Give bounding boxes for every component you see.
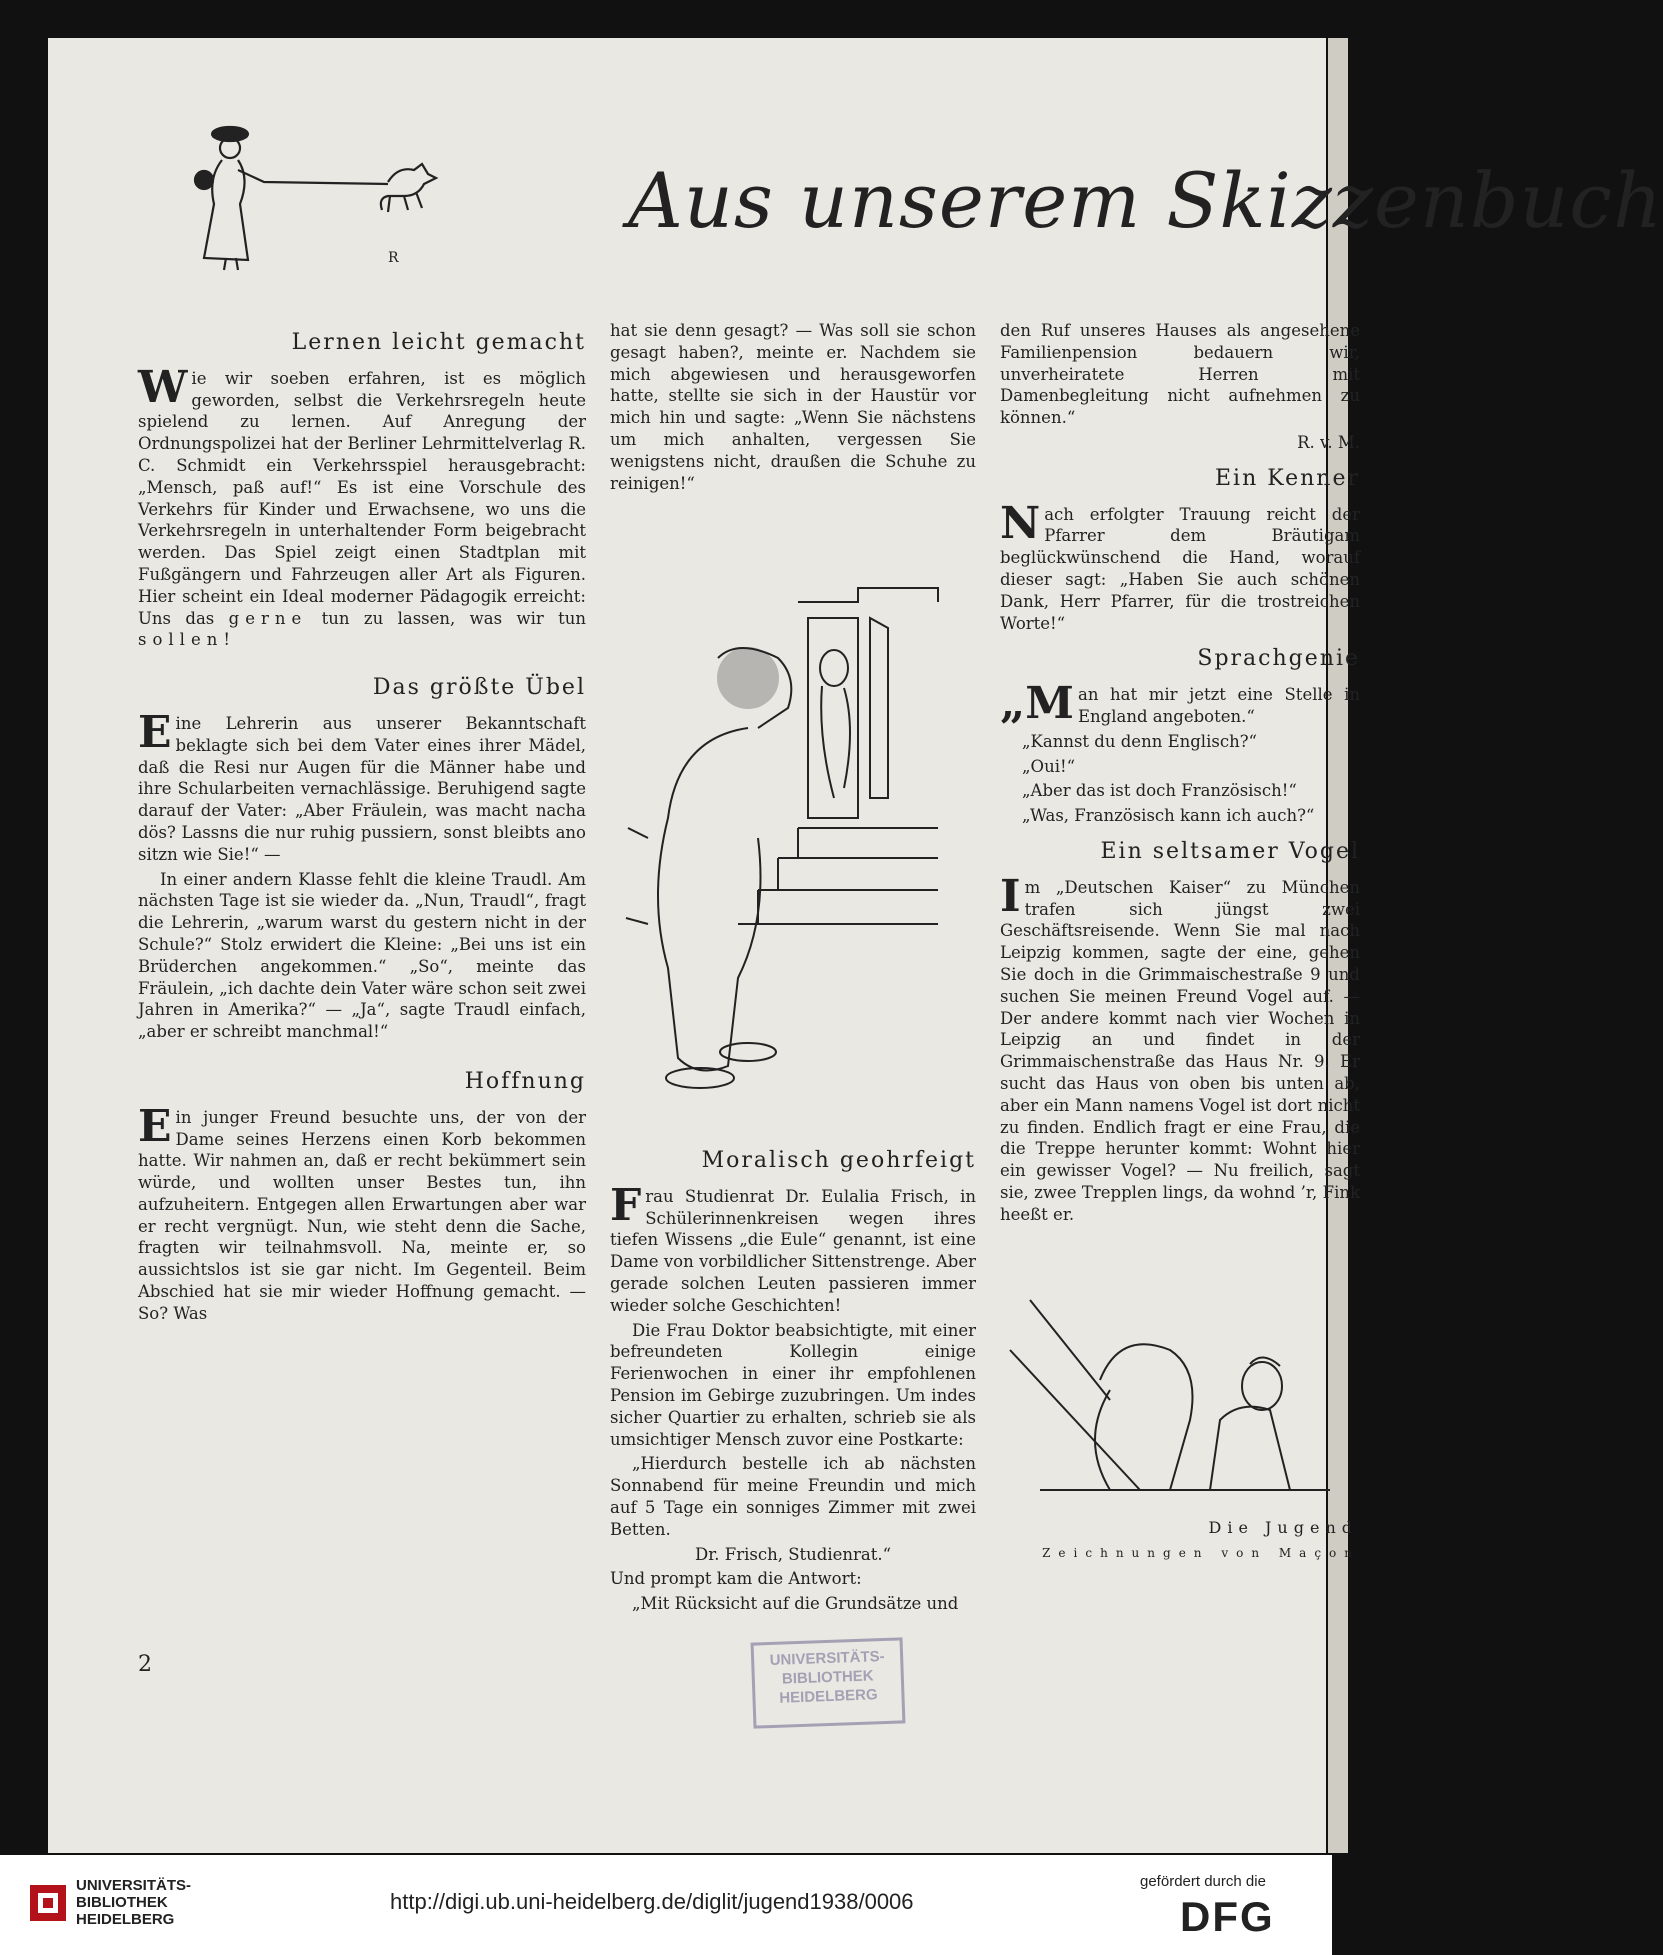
- section-title-moralisch: Moralisch geohrfeigt: [701, 1148, 976, 1173]
- section-body-kenner: Nach erfolgter Trauung reicht der Pfarrer dem Bräutigam beglückwünschend die Hand, worauf dieser sagt: „Haben Sie auch schönen Dank, Herr Pfarrer, für die trostreichen Worte!“: [1000, 497, 1360, 633]
- section-body-moralisch-4: Und prompt kam die Antwort:: [610, 1569, 862, 1589]
- section-body-moralisch-2: Die Frau Doktor beabsichtigte, mit einer befreundeten Kollegin einige Ferienwochen in einer ihr empfohlenen Pension im Gebirge zuzubringen. Um indes sicher Quartier zu erhalten, schrieb sie als umsichtiger Mensch zuvor eine Postkarte:: [610, 1320, 976, 1449]
- section-body-moralisch-cont: den Ruf unseres Hauses als angesehene Familienpension bedauern wir, unverheiratete Herren mit Damenbegleitung nicht aufnehmen zu können.“: [1000, 321, 1360, 428]
- section-body-lernen-cont: hat sie denn gesagt? — Was soll sie schon gesagt haben?, meinte er. Nachdem sie mich abgewiesen und herausgeworfen hatte, stellte sie sich in der Haustür vor mich hin und sagte: „Wenn Sie nächstens um mich anhalten, vergessen Sie wenigstens nicht, draußen die Schuhe zu reinigen!“: [610, 321, 976, 493]
- staircase-illustration: [1000, 1290, 1360, 1505]
- illustration-mark: R: [388, 250, 399, 266]
- library-stamp: UNIVERSITÄTS- BIBLIOTHEK HEIDELBERG: [751, 1637, 906, 1728]
- journal-credit: Die Jugend: [1208, 1518, 1358, 1537]
- dialogue-line: „Aber das ist doch Französisch!“: [1022, 781, 1297, 801]
- section-body-sprachgenie-1: „Man hat mir jetzt eine Stelle in England angeboten.“: [1000, 678, 1360, 730]
- section-title-hoffnung: Hoffnung: [464, 1068, 586, 1094]
- library-logo-icon: [28, 1883, 68, 1923]
- footer-bar: [0, 1855, 1332, 1955]
- dialogue-line: „Oui!“: [1022, 756, 1076, 776]
- page-title: Aus unserem Skizzenbuch: [628, 156, 1663, 245]
- letter-signature: Dr. Frisch, Studienrat.“: [694, 1544, 892, 1564]
- column-right: [1000, 320, 1360, 1228]
- section-body-moralisch-1: Frau Studienrat Dr. Eulalia Frisch, in Schülerinnenkreisen wegen ihres tiefen Wissens „die Eule“ genannt, ist eine Dame von vorbildlicher Sittenstrenge. Aber gerade solchen Leuten passieren immer wieder solche Geschichten!: [610, 1179, 976, 1315]
- column-middle: [610, 320, 976, 497]
- drop-cap: F: [610, 1179, 642, 1231]
- drop-cap: N: [1000, 497, 1041, 549]
- drop-cap: W: [138, 361, 188, 413]
- author-signature: R. v. M.: [1297, 432, 1360, 452]
- permalink[interactable]: http://digi.ub.uni-heidelberg.de/diglit/jugend1938/0006: [390, 1889, 914, 1914]
- emphasis-gerne: gerne: [228, 608, 308, 628]
- woman-with-dog-illustration: [178, 108, 538, 278]
- emphasis-sollen: sollen!: [138, 630, 236, 650]
- library-name: UNIVERSITÄTS- BIBLIOTHEK HEIDELBERG: [76, 1877, 192, 1928]
- funding-note: gefördert durch die: [1140, 1873, 1266, 1890]
- section-body-uebel-2: In einer andern Klasse fehlt die kleine Traudl. Am nächsten Tage ist sie wieder da. „Nun, Traudl“, fragt die Lehrerin, „warum warst du gestern nicht in der Schule?“ Stolz erwidert die Kleine: „Bei uns ist ein Brüderchen angekommen.“ „So“, meinte das Fräulein, „ich dachte dein Vater wäre schon seit zwei Jahren in Amerika?“ — „Ja“, sagte Traudl einfach, „aber er schreibt manchmal!“: [138, 869, 586, 1042]
- drawings-credit: Zeichnungen von Maçon: [1042, 1546, 1360, 1560]
- section-title-sprachgenie: Sprachgenie: [1197, 646, 1360, 672]
- dialogue-line: „Was, Französisch kann ich auch?“: [1022, 806, 1315, 826]
- magazine-page: [48, 38, 1663, 1853]
- dfg-logo: DFG: [1180, 1893, 1275, 1940]
- section-body-lernen: Wie wir soeben erfahren, ist es möglich geworden, selbst die Verkehrsregeln heute spielend zu lernen. Auf Anregung der Ordnungspolizei hat der Berliner Lehrmittelverlag R. C. Schmidt ein Verkehrsspiel herausgebracht: „Mensch, paß auf!“ Es ist eine Vorschule des Verkehrs für Kinder und Erwachsene, wo uns die Verkehrsregeln in unterhaltender Form beigebracht werden. Das Spiel zeigt einen Stadtplan mit Fußgängern und Fahrzeugen aller Art als Figuren. Hier scheint ein Ideal moderner Pädagogik erreicht: Uns das gerne tun zu lassen, was wir tun sollen!: [138, 361, 587, 650]
- section-title-kenner: Ein Kenner: [1215, 465, 1360, 491]
- man-at-door-illustration: [608, 538, 988, 1108]
- section-title-vogel: Ein seltsamer Vogel: [1100, 838, 1360, 864]
- section-body-moralisch-3: „Hierdurch bestelle ich ab nächsten Sonnabend für meine Freundin und mich auf 5 Tage ein sonniges Zimmer mit zwei Betten.: [610, 1454, 976, 1539]
- section-body-uebel-1: Eine Lehrerin aus unserer Bekanntschaft beklagte sich bei dem Vater eines ihrer Mädel, daß die Resi nur Augen für die Männer habe und ihre Schularbeiten vernachlässige. Beruhigend sagte darauf der Vater: „Aber Fräulein, was macht nacha dös? Lassns die nur ruhig pussiern, sonst bleibts ano sitzn wie Sie!“ —: [138, 706, 586, 864]
- section-body-vogel: Im „Deutschen Kaiser“ zu München trafen sich jüngst zwei Geschäftsreisende. Wenn Sie mal nach Leipzig kommen, sagte der eine, gehen Sie doch in die Grimmaischestraße 9 und suchen Sie meinen Freund Vogel auf. — Der andere kommt nach vier Wochen in Leipzig an und findet in der Grimmaischenstraße das Haus Nr. 9. Er sucht das Haus von oben bis unten ab, aber ein Mann namens Vogel ist dort nicht zu finden. Endlich fragt er eine Frau, die die Treppe herunter kommt: Wohnt hier ein gewisser Vogel? — Nu freilich, sagt sie, zwee Trepplen lings, da wohnd ’r, Fink heeßt er.: [1000, 870, 1360, 1224]
- section-title-uebel: Das größte Übel: [372, 675, 586, 701]
- dialogue-line: „Kannst du denn Englisch?“: [1022, 731, 1257, 751]
- column-left: [138, 318, 586, 1328]
- column-middle-lower: [610, 1136, 976, 1618]
- section-title-lernen: Lernen leicht gemacht: [291, 330, 586, 355]
- section-body-hoffnung: Ein junger Freund besuchte uns, der von der Dame seines Herzens einen Korb bekommen hatte. Wir nahmen an, daß er recht bekümmert sein würde, und wollten unser Bestes tun, ihn aufzuheitern. Entgegen allen Erwartungen aber war er recht vergnügt. Nun, wie steht denn die Sache, fragten wir teilnahmsvoll. Na, meinte er, so aussichtslos ist sie gar nicht. Im Gegenteil. Beim Abschied hat sie mir wieder Hoffnung gemacht. — So? Was: [138, 1100, 586, 1323]
- drop-cap: „M: [1000, 678, 1075, 730]
- drop-cap: E: [138, 1100, 172, 1152]
- section-body-moralisch-5: „Mit Rücksicht auf die Grundsätze und: [632, 1594, 959, 1614]
- page-number: 2: [138, 1652, 152, 1677]
- drop-cap: I: [1000, 870, 1021, 922]
- drop-cap: E: [138, 706, 172, 758]
